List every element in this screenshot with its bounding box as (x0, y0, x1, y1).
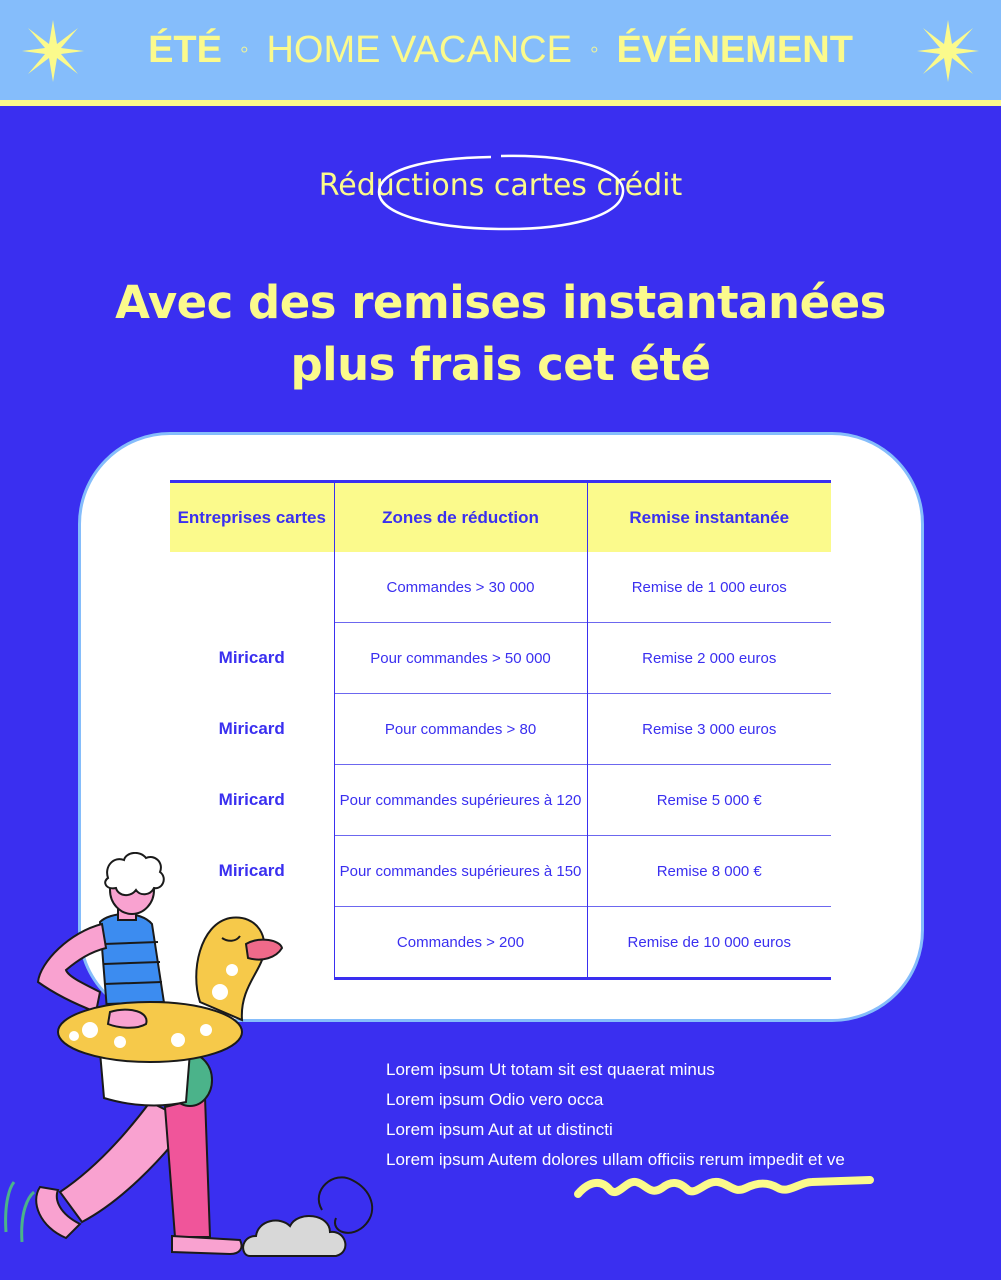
note-line: Lorem ipsum Odio vero occa (386, 1090, 604, 1109)
company-cell: Miricard (218, 719, 285, 738)
zone-cell: Pour commandes supérieures à 120 (334, 765, 587, 836)
header-left-word: ÉTÉ (148, 28, 222, 71)
table-header-row (170, 482, 831, 553)
hand-drawn-oval (373, 152, 629, 232)
header-separator: ◦ (239, 36, 249, 63)
zone-cell: Commandes > 30 000 (334, 552, 587, 623)
column-header-discount: Remise instantanée (587, 482, 831, 553)
sparkle-star-icon (915, 18, 981, 84)
header-band (0, 0, 1001, 106)
zone-cell: Pour commandes > 50 000 (334, 623, 587, 694)
notes-list (386, 1055, 946, 1175)
column-header-company: Entreprises cartes (170, 482, 334, 553)
headline-line-2: plus frais cet été (290, 338, 711, 391)
discount-cell: Remise 2 000 euros (587, 623, 831, 694)
discount-cell: Remise 3 000 euros (587, 694, 831, 765)
header-middle-word: HOME VACANCE (266, 28, 572, 71)
company-cell: Miricard (218, 790, 285, 809)
table-row (170, 694, 831, 765)
headline (0, 272, 1001, 396)
yellow-squiggle (572, 1172, 876, 1202)
column-header-zone: Zones de réduction (334, 482, 587, 553)
headline-line-1: Avec des remises instantanées (115, 276, 886, 329)
table-row (170, 552, 831, 623)
discount-cell: Remise de 1 000 euros (587, 552, 831, 623)
table-row (170, 623, 831, 694)
table-row (170, 765, 831, 836)
company-cell: Miricard (218, 648, 285, 667)
company-cell (170, 552, 334, 623)
note-line: Lorem ipsum Aut at ut distincti (386, 1120, 613, 1139)
note-line: Lorem ipsum Autem dolores ullam officiis rerum impedit et ve (386, 1150, 845, 1169)
discount-cell: Remise 8 000 € (587, 836, 831, 907)
header-separator: ◦ (589, 36, 599, 63)
zone-cell: Pour commandes supérieures à 150 (334, 836, 587, 907)
person-with-duck-float-illustration (0, 852, 400, 1280)
header-title (0, 0, 1001, 100)
header-right-word: ÉVÉNEMENT (616, 28, 853, 71)
subtitle: Réductions cartes crédit (318, 168, 683, 203)
discount-cell: Remise de 10 000 euros (587, 907, 831, 979)
company-cell: Miricard (218, 861, 285, 880)
discount-cell: Remise 5 000 € (587, 765, 831, 836)
zone-cell: Commandes > 200 (334, 907, 587, 979)
zone-cell: Pour commandes > 80 (334, 694, 587, 765)
note-line: Lorem ipsum Ut totam sit est quaerat minus (386, 1060, 715, 1079)
